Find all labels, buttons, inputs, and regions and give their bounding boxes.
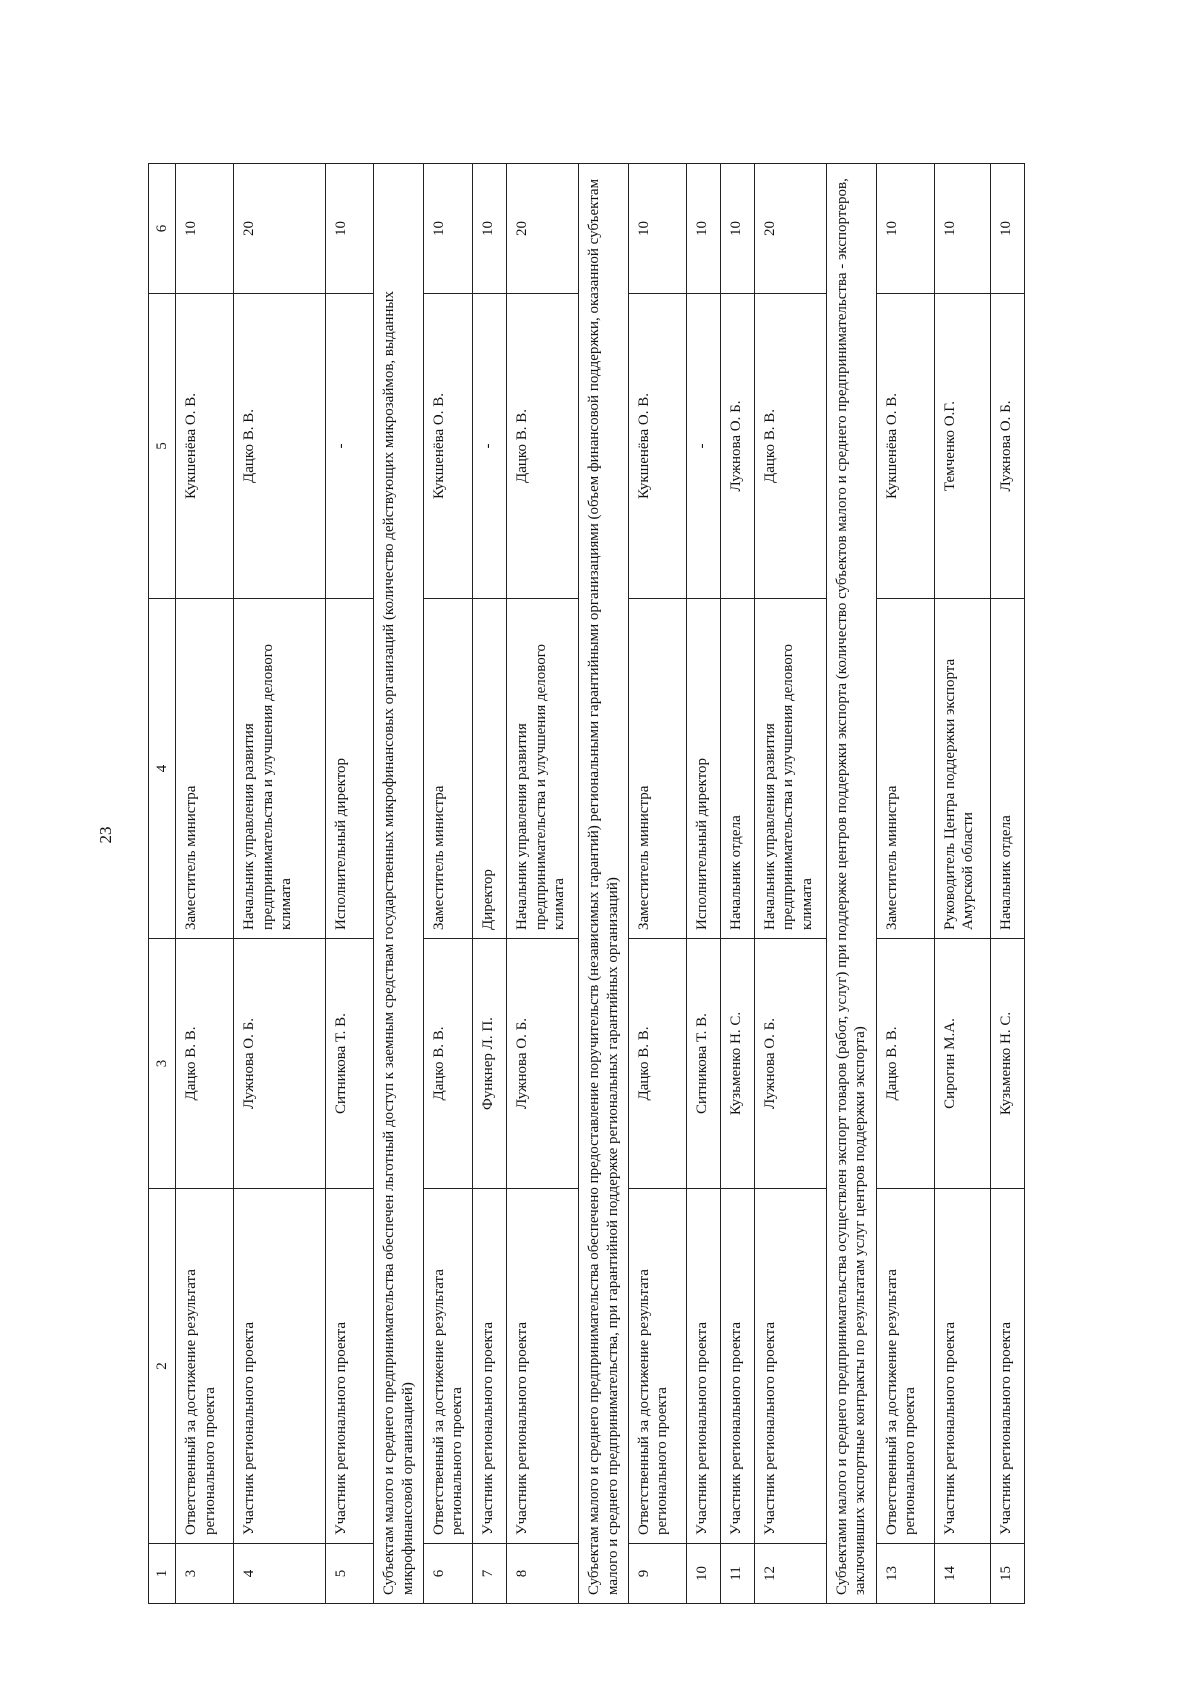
row-number: 8 [507, 1544, 579, 1604]
position-cell: Исполнительный директор [687, 599, 721, 939]
load-cell: 10 [176, 164, 234, 294]
person-cell: Дацко В. В. [423, 939, 473, 1189]
rotated-table-wrapper [148, 164, 1068, 1604]
row-number: 5 [326, 1544, 374, 1604]
header-cell: 6 [149, 164, 176, 294]
participants-table [148, 163, 1025, 1604]
position-cell: Начальник отдела [721, 599, 755, 939]
role-cell: Ответственный за достижение результата регионального проекта [629, 1189, 687, 1544]
person-cell: Функнер Л. П. [473, 939, 507, 1189]
row-number: 11 [721, 1544, 755, 1604]
table-row [687, 164, 721, 1604]
section-row [579, 164, 629, 1604]
position-cell: Заместитель министра [423, 599, 473, 939]
load-cell: 20 [234, 164, 326, 294]
header-cell: 1 [149, 1544, 176, 1604]
table-row [176, 164, 234, 1604]
person-cell: Дацко В. В. [629, 939, 687, 1189]
supervisor-cell: Кукшенёва О. В. [423, 294, 473, 599]
load-cell: 10 [326, 164, 374, 294]
load-cell: 10 [629, 164, 687, 294]
role-cell: Участник регионального проекта [687, 1189, 721, 1544]
position-cell: Заместитель министра [876, 599, 934, 939]
row-number: 12 [755, 1544, 827, 1604]
supervisor-cell: - [687, 294, 721, 599]
row-number: 13 [876, 1544, 934, 1604]
load-cell: 20 [755, 164, 827, 294]
load-cell: 10 [990, 164, 1024, 294]
table-row [234, 164, 326, 1604]
person-cell: Ситникова Т. В. [326, 939, 374, 1189]
load-cell: 10 [473, 164, 507, 294]
supervisor-cell: Лужнова О. Б. [990, 294, 1024, 599]
header-cell: 4 [149, 599, 176, 939]
role-cell: Ответственный за достижение результата регионального проекта [176, 1189, 234, 1544]
row-number: 7 [473, 1544, 507, 1604]
position-cell: Директор [473, 599, 507, 939]
row-number: 10 [687, 1544, 721, 1604]
section-title: Субъектам малого и среднего предпринимательства обеспечен льготный доступ к заемным средствам государственных микрофинансовых организаций (количество действующих микрозаймов, выданных микрофинансовой организацией) [374, 164, 424, 1604]
table-row [755, 164, 827, 1604]
position-cell: Начальник управления развития предпринимательства и улучшения делового климата [234, 599, 326, 939]
position-cell: Начальник отдела [990, 599, 1024, 939]
table-row [423, 164, 473, 1604]
section-row [374, 164, 424, 1604]
position-cell: Исполнительный директор [326, 599, 374, 939]
role-cell: Ответственный за достижение результата регионального проекта [876, 1189, 934, 1544]
person-cell: Кузьменко Н. С. [721, 939, 755, 1189]
row-number: 15 [990, 1544, 1024, 1604]
load-cell: 20 [507, 164, 579, 294]
person-cell: Кузьменко Н. С. [990, 939, 1024, 1189]
person-cell: Дацко В. В. [176, 939, 234, 1189]
table-row [934, 164, 990, 1604]
row-number: 3 [176, 1544, 234, 1604]
table-row [876, 164, 934, 1604]
table-row [990, 164, 1024, 1604]
role-cell: Участник регионального проекта [755, 1189, 827, 1544]
role-cell: Участник регионального проекта [934, 1189, 990, 1544]
role-cell: Участник регионального проекта [234, 1189, 326, 1544]
load-cell: 10 [721, 164, 755, 294]
supervisor-cell: Кукшенёва О. В. [176, 294, 234, 599]
supervisor-cell: Лужнова О. Б. [721, 294, 755, 599]
position-cell: Начальник управления развития предпринимательства и улучшения делового климата [755, 599, 827, 939]
row-number: 4 [234, 1544, 326, 1604]
position-cell: Заместитель министра [629, 599, 687, 939]
supervisor-cell: Кукшенёва О. В. [876, 294, 934, 599]
table-row [507, 164, 579, 1604]
row-number: 14 [934, 1544, 990, 1604]
row-number: 6 [423, 1544, 473, 1604]
role-cell: Участник регионального проекта [326, 1189, 374, 1544]
role-cell: Ответственный за достижение результата регионального проекта [423, 1189, 473, 1544]
table-row [473, 164, 507, 1604]
person-cell: Ситникова Т. В. [687, 939, 721, 1189]
column-number-header [149, 164, 176, 1604]
supervisor-cell: Темченко О.Г. [934, 294, 990, 599]
position-cell: Заместитель министра [176, 599, 234, 939]
person-cell: Лужнова О. Б. [507, 939, 579, 1189]
supervisor-cell: Дацко В. В. [755, 294, 827, 599]
position-cell: Руководитель Центра поддержки экспорта Амурской области [934, 599, 990, 939]
role-cell: Участник регионального проекта [473, 1189, 507, 1544]
section-row [827, 164, 877, 1604]
table-row [721, 164, 755, 1604]
supervisor-cell: - [326, 294, 374, 599]
row-number: 9 [629, 1544, 687, 1604]
load-cell: 10 [423, 164, 473, 294]
role-cell: Участник регионального проекта [990, 1189, 1024, 1544]
section-title: Субъектами малого и среднего предпринимательства осуществлен экспорт товаров (работ, услуг) при поддержке центров поддержки экспорта (количество субъектов малого и среднего предпринимательства - экспортеров, заключивших экспортные контракты по результатам услуг центров поддержки экспорта) [827, 164, 877, 1604]
supervisor-cell: - [473, 294, 507, 599]
supervisor-cell: Дацко В. В. [507, 294, 579, 599]
table-row [326, 164, 374, 1604]
header-cell: 5 [149, 294, 176, 599]
supervisor-cell: Кукшенёва О. В. [629, 294, 687, 599]
header-cell: 2 [149, 1189, 176, 1544]
page-number: 23 [96, 826, 115, 844]
person-cell: Лужнова О. Б. [234, 939, 326, 1189]
table-row [629, 164, 687, 1604]
header-cell: 3 [149, 939, 176, 1189]
section-title: Субъектам малого и среднего предпринимательства обеспечено предоставление поручительств (независимых гарантий) региональными гарантийными организациями (объем финансовой поддержки, оказанной субъектам малого и среднего предпринимательства, при гарантийной поддержке региональных гарантийных организаций) [579, 164, 629, 1604]
person-cell: Дацко В. В. [876, 939, 934, 1189]
load-cell: 10 [934, 164, 990, 294]
position-cell: Начальник управления развития предпринимательства и улучшения делового климата [507, 599, 579, 939]
load-cell: 10 [687, 164, 721, 294]
person-cell: Сирогин М.А. [934, 939, 990, 1189]
role-cell: Участник регионального проекта [721, 1189, 755, 1544]
load-cell: 10 [876, 164, 934, 294]
supervisor-cell: Дацко В. В. [234, 294, 326, 599]
person-cell: Лужнова О. Б. [755, 939, 827, 1189]
role-cell: Участник регионального проекта [507, 1189, 579, 1544]
